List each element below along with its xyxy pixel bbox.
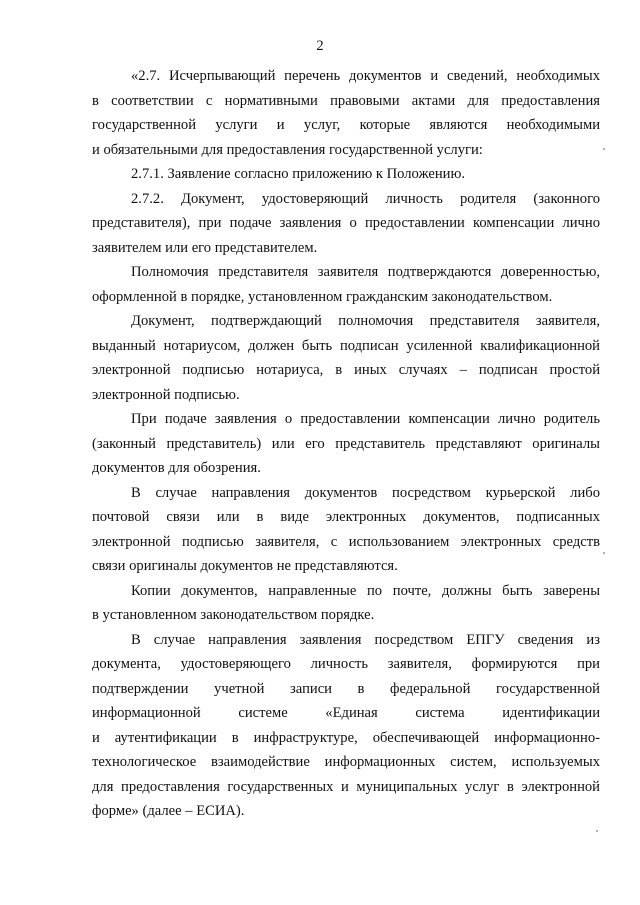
text-line: представителя), при подаче заявления о предоставлении компенсации лично <box>92 215 600 231</box>
text-line: в соответствии с нормативными правовыми актами для предоставления <box>92 92 600 109</box>
text-line: государственной услуги и услуг, которые являются необходимыми <box>92 117 600 133</box>
text-line: Документ, подтверждающий полномочия представителя заявителя, <box>131 313 600 329</box>
text-line: 2.7.2. Документ, удостоверяющий личность родителя (законного <box>131 190 600 207</box>
text-line: почтовой связи или в виде электронных документов, подписанных <box>92 509 600 525</box>
text-line: В случае направления заявления посредством ЕПГУ сведения из <box>131 631 600 648</box>
paragraph-p5 <box>92 309 600 407</box>
text-line: технологическое взаимодействие информационных систем, используемых <box>92 754 600 770</box>
scan-speck <box>603 552 605 554</box>
text-line: информационной системе «Единая система идентификации <box>92 705 600 721</box>
page-number: 2 <box>316 38 324 54</box>
paragraph-p7 <box>92 481 600 579</box>
text-line: В случае направления документов посредством курьерской либо <box>131 484 600 501</box>
text-line: «2.7. Исчерпывающий перечень документов и сведений, необходимых <box>131 68 600 84</box>
paragraph-p2 <box>92 162 600 187</box>
text-line: оформленной в порядке, установленном гражданским законодательством. <box>92 288 553 305</box>
text-line: связи оригиналы документов не представляются. <box>92 558 398 574</box>
text-line: 2.7.1. Заявление согласно приложению к Положению. <box>131 166 466 182</box>
paragraph-p3 <box>92 187 600 261</box>
scan-speck <box>603 148 605 150</box>
text-line: выданный нотариусом, должен быть подписан усиленной квалификационной <box>92 337 600 354</box>
text-line: в установленном законодательством порядке. <box>92 607 375 623</box>
text-line: для предоставления государственных и муниципальных услуг в электронной <box>92 778 600 795</box>
text-line: (законный представитель) или его представитель представляют оригиналы <box>92 435 600 452</box>
text-line: При подаче заявления о предоставлении компенсации лично родитель <box>131 411 600 427</box>
text-line: Полномочия представителя заявителя подтверждаются доверенностью, <box>131 264 600 280</box>
paragraph-p1 <box>92 64 600 162</box>
paragraph-p4 <box>92 260 600 309</box>
text-line: заявителем или его представителем. <box>92 239 318 256</box>
text-line: и аутентификации в инфраструктуре, обеспечивающей информационно- <box>92 729 600 746</box>
text-line: и обязательными для предоставления государственной услуги: <box>92 141 483 158</box>
paragraph-p9 <box>92 628 600 824</box>
paragraph-p6 <box>92 407 600 481</box>
text-line: Копии документов, направленные по почте, должны быть заверены <box>131 582 600 599</box>
text-line: документов для обозрения. <box>92 460 261 476</box>
text-line: электронной подписью нотариуса, в иных случаях – подписан простой <box>92 362 600 378</box>
text-line: электронной подписью. <box>92 386 240 403</box>
scan-speck <box>596 830 598 832</box>
document-body <box>92 64 600 824</box>
text-line: электронной подписью заявителя, с использованием электронных средств <box>92 533 600 550</box>
text-line: форме» (далее – ЕСИА). <box>92 803 245 819</box>
text-line: подтверждении учетной записи в федеральной государственной <box>92 680 600 697</box>
text-line: документа, удостоверяющего личность заявителя, формируются при <box>92 656 600 672</box>
paragraph-p8 <box>92 579 600 628</box>
